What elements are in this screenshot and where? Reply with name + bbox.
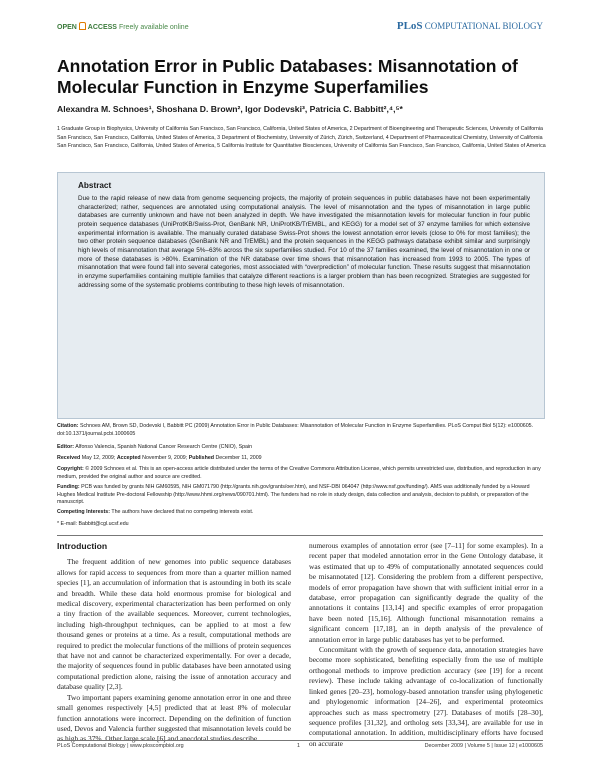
funding-label: Funding:: [57, 484, 80, 490]
copyright-text: © 2009 Schnoes et al. This is an open-access article distributed under the terms of the Creative Commons Attribution License, which permits unrestricted use, distribution, and reproduction in any medium, provided the original author and source are credited.: [57, 466, 541, 480]
copyright: [57, 466, 547, 481]
funding-text: PCB was funded by grants NIH GM60595, NIH GM071790 (http://grants.nih.gov/grants/oer.htm), and NSF-DBI 064047 (http://www.nsf.gov/funding/). AMS was additionally funded by a Howard Hughes Medical Institute Pre-doctoral Fellowship (http://www.hhmi.org/news/090701.html). The funders had no role in study design, data collection and analysis, decision to publish, or preparation of the manuscript.: [57, 484, 530, 506]
competing-label: Competing Interests:: [57, 509, 110, 515]
footer-issue: December 2009 | Volume 5 | Issue 12 | e1000605: [424, 743, 543, 749]
abstract-text: Due to the rapid release of new data from genome sequencing projects, the majority of protein sequences in public databases have not been experimentally characterized; rather, sequences are annotated using computational analysis. The level of misannotation and the types of misannotation in large public databases are currently unknown and have not been analyzed in depth. We have investigated the misannotation levels for molecular function in four public protein sequence databases (UniProtKB/Swiss-Prot, GenBank NR, UniProtKB/TrEMBL, and KEGG) for a model set of 37 enzyme families for which extensive experimental information is available. The manually curated database Swiss-Prot shows the lowest annotation error levels (close to 0% for most families); the two other protein sequence databases (GenBank NR and TrEMBL) and the protein sequences in the KEGG pathways database exhibit similar and surprisingly high levels of misannotation that average 5%–63% across the six superfamilies studied. For 10 of the 37 families examined, the level of misannotation in one or more of these databases is >80%. Examination of the NR database over time shows that misannotation has increased from 1993 to 2005. The types of misannotation that were found fall into several categories, most associated with “overprediction” of molecular function. These results suggest that misannotation in enzyme superfamilies containing multiple families that catalyze different reactions is a larger problem than has been recognized. Strategies are suggested for addressing some of the systematic problems contributing to these high levels of misannotation.: [78, 195, 530, 289]
citation-label: Citation:: [57, 423, 79, 429]
intro-paragraph-1: The frequent addition of new genomes into public sequence databases allows for rapid access to sequences from more than a quarter million named species [1], an accumulation of information that is astounding in both its scale and breadth. While these data hold enormous promise for biological and medical discovery, experimental characterization has been performed on only a tiny fraction of the available sequences. Moreover, current technologies, including high-throughput techniques, can be applied to at most a few thousand genes or proteins at a time. As a result, computational methods are required to predict the molecular functions of the millions of protein sequences that have not and cannot be characterized experimentally. For over a decade, the majority of sequences found in public databases have been annotated using computational prediction alone, raising the issue of annotation accuracy and database quality [2,3].: [57, 557, 291, 692]
right-column: [309, 541, 543, 749]
competing-text: The authors have declared that no competing interests exist.: [111, 509, 254, 515]
intro-paragraph-2: Two important papers examining genome annotation error in one and three small genomes respectively [4,5] predicted that at least 8% of molecular function annotations were incorrect. Depending on the definition of function used, Devos and Valencia further suggested that misannotation levels could be as high as 37%. Other large scale [6] and anecdotal studies describe: [57, 692, 291, 744]
introduction-heading: Introduction: [57, 541, 108, 551]
journal-name[interactable]: [397, 20, 543, 32]
intro-paragraph-3: numerous examples of annotation error (see [7–11] for some examples). In a recent paper that modeled annotation error in the Gene Ontology database, it was estimated that up to 49% of computationally annotated sequences could be misannotated [12]. Considering the problem from a different perspective, models of error propagation have shown that with sufficient initial error in a database, error propagation can significantly degrade the quality of the annotations it contains [13,14] and specific examples of error propagation have been noted [15,16]. Although functional misannotation remains a significant concern [17,18], an in depth analysis of the prevalence of annotation error in large public databases has yet to be performed.: [309, 541, 543, 644]
affiliations: 1 Graduate Group in Biophysics, University of California San Francisco, San Francisco, California, United States of America, 2 Department of Bioengineering and Therapeutic Sciences, University of California San Francisco, San Francisco, California, United States of America, 3 Department of Biochemistry, University of Zürich, Zürich, Switzerland, 4 Department of Pharmaceutical Chemistry, University of California San Francisco, San Francisco, California, United States of America, 5 California Institute for Quantitative Biosciences, University of California San Francisco, San Francisco, California, United States of America: [57, 126, 546, 150]
section-divider: [57, 535, 543, 536]
dates: [57, 455, 547, 463]
received-date: May 12, 2009;: [81, 455, 116, 461]
journal-suffix: COMPUTATIONAL BIOLOGY: [424, 21, 543, 31]
editor-label: Editor:: [57, 444, 75, 450]
lock-icon: [79, 22, 86, 30]
competing-interests: [57, 509, 547, 517]
footer-divider: [57, 740, 543, 741]
free-label: Freely available online: [118, 24, 189, 31]
copyright-label: Copyright:: [57, 466, 84, 472]
paper-title: Annotation Error in Public Databases: Misannotation of Molecular Function in Enzyme Superfamilies: [57, 56, 518, 97]
open-label: OPEN: [57, 24, 77, 31]
citation-text: Schnoes AM, Brown SD, Dodevski I, Babbitt PC (2009) Annotation Error in Public Databases: Misannotation of Molecular Function in Enzyme Superfamilies. PLoS Comput Biol 5(12): e1000605. doi:10.1371/journal.pcbi.1000605: [57, 423, 534, 437]
left-column: [57, 541, 291, 745]
editor-text: Alfonso Valencia, Spanish National Cancer Research Centre (CNIO), Spain: [75, 444, 253, 450]
corresponding-email[interactable]: * E-mail: Babbitt@cgl.ucsf.edu: [57, 521, 129, 527]
journal-prefix: PLoS: [396, 20, 423, 32]
accepted-date: November 9, 2009;: [142, 455, 188, 461]
accepted-label: Accepted: [116, 455, 141, 461]
published-label: Published: [188, 455, 214, 461]
abstract-box: [57, 172, 545, 419]
open-access-badge: [57, 22, 189, 31]
page-number: 1: [297, 743, 300, 749]
journal-header: [57, 22, 543, 36]
citation: [57, 423, 547, 438]
author-list: Alexandra M. Schnoes¹, Shoshana D. Brown², Igor Dodevski³, Patricia C. Babbitt²,⁴,⁵*: [57, 104, 403, 114]
access-label: ACCESS: [87, 24, 117, 31]
abstract-heading: Abstract: [78, 181, 112, 190]
editor: [57, 444, 547, 452]
intro-paragraph-4: Concomitant with the growth of sequence data, annotation strategies have become more sophisticated, benefiting especially from the use of multiple orthogonal methods to improve prediction accuracy (see [19] for a recent review). These include taking advantage of co-localization of functionally linked genes [20–23], homology-based annotation transfer using phylogenetic and phylogenomic information [24–26], and experimental proteomics approaches such as mass spectrometry [27]. Databases of motifs [28–30], sequence profiles [31,32], and ortholog sets [33,34], are available for use in computational annotation. In addition, multidisciplinary efforts have focused on accurate: [309, 645, 543, 748]
funding: [57, 484, 547, 507]
published-date: December 11, 2009: [215, 455, 262, 461]
received-label: Received: [57, 455, 81, 461]
footer-journal: PLoS Computational Biology | www.ploscompbiol.org: [57, 743, 184, 749]
